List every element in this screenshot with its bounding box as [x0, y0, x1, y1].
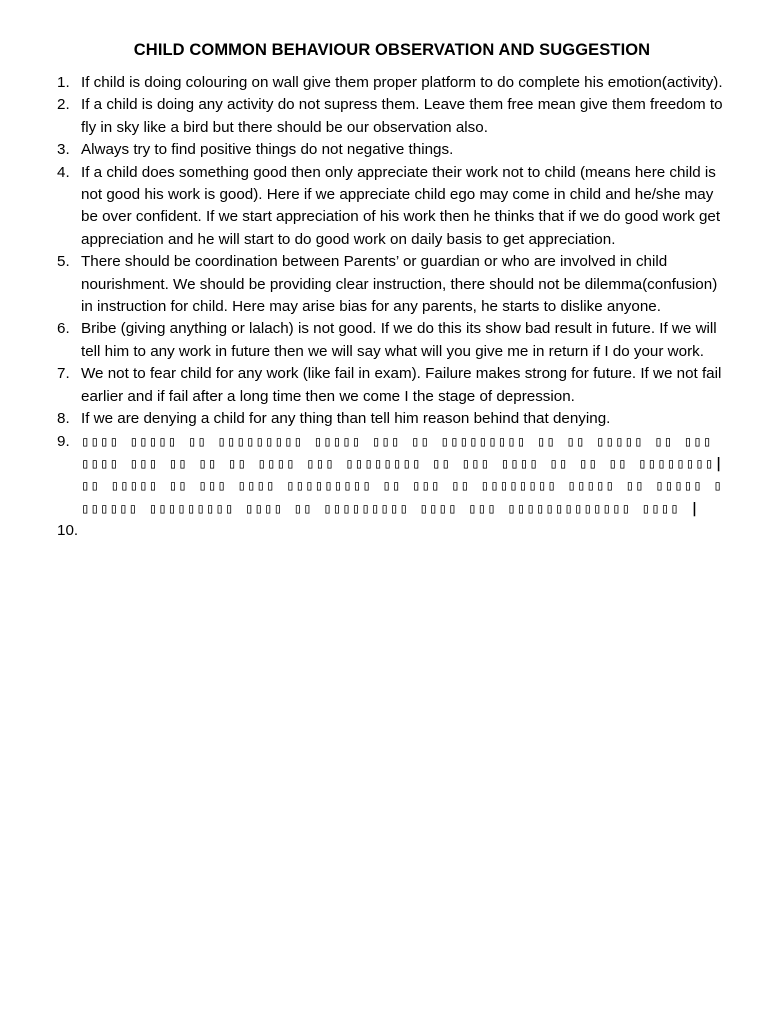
- list-item-text: If we are denying a child for any thing than tell him reason behind that denying.: [81, 410, 611, 428]
- list-item-number: 9.: [57, 432, 70, 450]
- list-item-text: We not to fear child for any work (like fail in exam). Failure makes strong for future. If we not fail earlier and if fail after a long time then we come I the stage of depression.: [81, 365, 722, 405]
- list-item: [0, 251, 727, 318]
- list-item-text: If child is doing colouring on wall give them proper platform to do complete his emotion(activity).: [81, 74, 723, 91]
- list-item-number: 8.: [57, 410, 70, 428]
- list-item: [0, 318, 727, 363]
- list-item-number: 10.: [57, 522, 79, 540]
- list-item: [0, 94, 727, 139]
- list-item-number: 3.: [57, 141, 70, 159]
- list-item-number: 7.: [57, 365, 70, 383]
- list-item-number: 6.: [57, 320, 70, 338]
- list-item: [0, 139, 727, 161]
- list-item: [0, 72, 727, 94]
- list-item-text: ▯▯▯▯ ▯▯▯▯▯ ▯▯ ▯▯▯▯▯▯▯▯▯ ▯▯▯▯▯ ▯▯▯ ▯▯ ▯▯▯▯▯▯▯▯▯ ▯▯ ▯▯ ▯▯▯▯▯ ▯▯ ▯▯▯ ▯▯▯▯ ▯▯▯ ▯▯ ▯▯ ▯▯ ▯▯▯▯ ▯▯▯ ▯▯▯▯▯▯▯▯ ▯▯ ▯▯▯ ▯▯▯▯ ▯▯ ▯▯ ▯▯ ▯▯▯▯▯▯▯▯| ▯▯ ▯▯▯▯▯ ▯▯ ▯▯▯ ▯▯▯▯ ▯▯▯▯▯▯▯▯▯ ▯▯ ▯▯▯ ▯▯ ▯▯▯▯▯▯▯▯ ▯▯▯▯▯ ▯▯ ▯▯▯▯▯ ▯ ▯▯▯▯▯▯ ▯▯▯▯▯▯▯▯▯ ▯▯▯▯ ▯▯ ▯▯▯▯▯▯▯▯▯ ▯▯▯▯ ▯▯▯ ▯▯▯▯▯▯▯▯▯▯▯▯▯ ▯▯▯▯ |: [81, 433, 724, 517]
- list-item: [0, 431, 727, 521]
- list-item-number: 2.: [57, 96, 70, 114]
- list-item-text: There should be coordination between Parents’ or guardian or who are involved in child nourishment. We should be providing clear instruction, there should not be dilemma(confusion) in instruction for child. Here may arise bias for any parents, he starts to dislike anyone.: [81, 253, 718, 316]
- list-item-text: If a child does something good then only appreciate their work not to child (means here child is not good his work is good). Here if we appreciate child ego may come in child and he/she may be over confident. If we start appreciation of his work then he thinks that if we do good work get appreciation and he will start to do good work on daily basis to get appreciation.: [81, 163, 721, 248]
- suggestion-list: [0, 72, 768, 540]
- list-item-number: 1.: [57, 74, 70, 91]
- list-item-text: Bribe (giving anything or lalach) is not good. If we do this its show bad result in future. If we will tell him to any work in future then we will say what will you give me in return if I do your work.: [81, 320, 717, 360]
- list-item-number: 4.: [57, 163, 70, 181]
- list-item: [0, 363, 727, 408]
- list-item-text: If a child is doing any activity do not supress them. Leave them free mean give them freedom to fly in sky like a bird but there should be our observation also.: [81, 96, 723, 136]
- list-item-number: 5.: [57, 253, 70, 271]
- list-item: [0, 162, 727, 252]
- document-title: CHILD COMMON BEHAVIOUR OBSERVATION AND SUGGESTION: [133, 41, 651, 59]
- list-item-text: Always try to find positive things do not negative things.: [81, 141, 454, 159]
- list-item: [0, 408, 727, 430]
